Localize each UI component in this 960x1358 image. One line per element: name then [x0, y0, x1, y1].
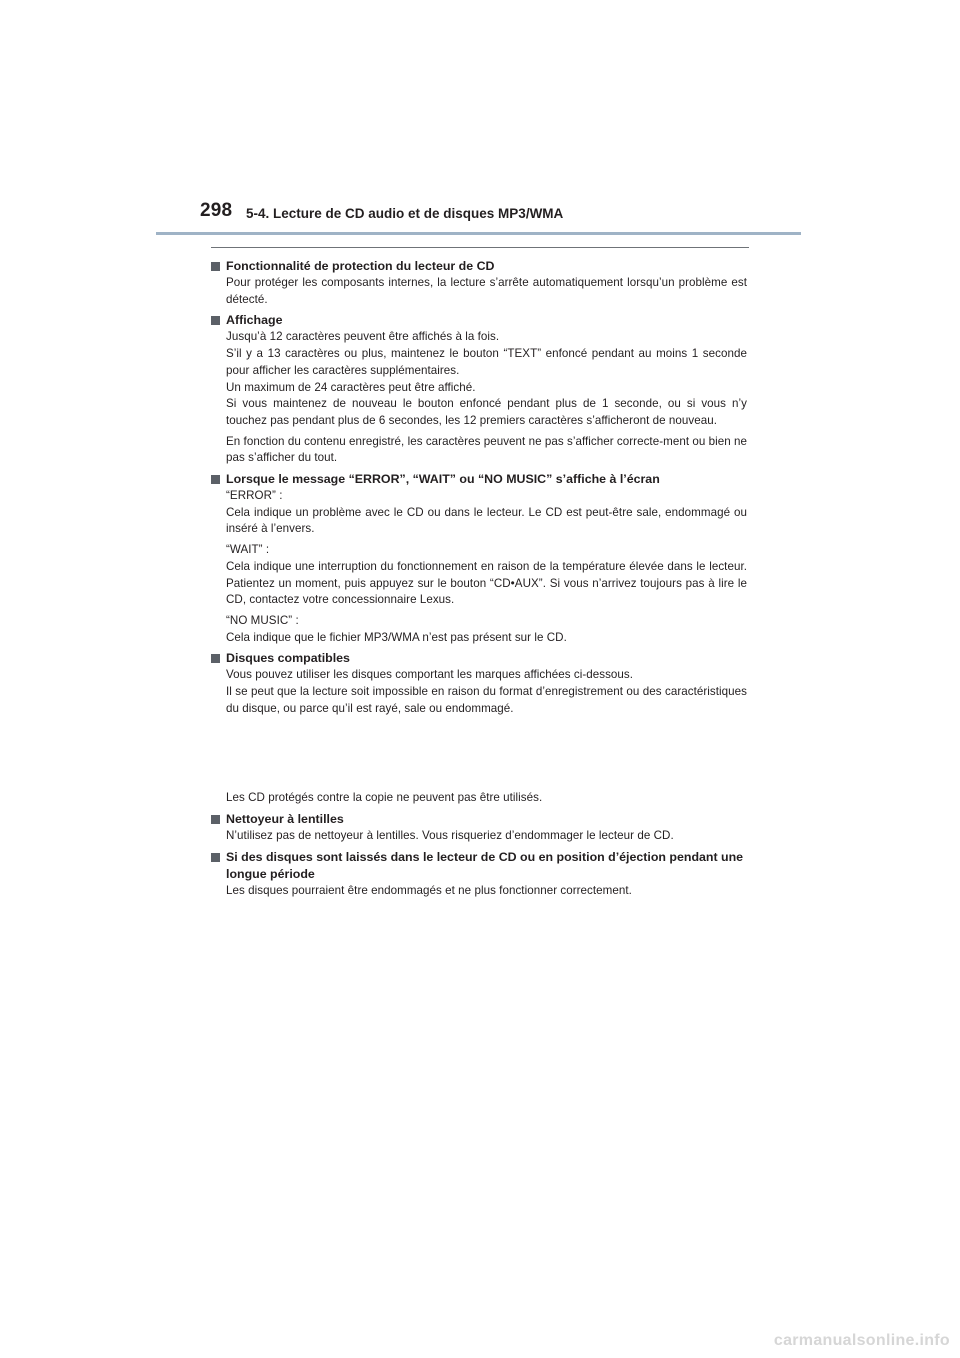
- header-rule: [156, 232, 801, 235]
- paragraph: En fonction du contenu enregistré, les caractères peuvent ne pas s’afficher correcte-ment ou bien ne pas s’afficher du tout.: [226, 434, 748, 465]
- item-ejection: [209, 849, 747, 900]
- square-bullet-icon: [211, 475, 220, 484]
- message-description: Cela indique un problème avec le CD ou dans le lecteur. Le CD est peut-être sale, endommagé ou inséré à l’envers.: [226, 505, 747, 536]
- paragraph-line: S’il y a 13 caractères ou plus, maintenez le bouton “TEXT” enfoncé pendant au moins 1 seconde pour afficher les caractères supplémentaires.: [226, 347, 747, 377]
- message-description: Cela indique que le fichier MP3/WMA n’est pas présent sur le CD.: [226, 630, 567, 644]
- paragraph: Les disques pourraient être endommagés et ne plus fonctionner correctement.: [226, 883, 632, 897]
- square-bullet-icon: [211, 815, 220, 824]
- item-messages: [209, 471, 747, 646]
- section-divider: [211, 247, 749, 248]
- message-label: “WAIT” :: [226, 543, 270, 557]
- square-bullet-icon: [211, 316, 220, 325]
- message-description: Cela indique une interruption du fonctionnement en raison de la température élevée dans le lecteur. Patientez un moment, puis appuyez sur le bouton “CD•AUX”. Si vous n’arrivez toujours pas à lire le CD, contactez votre concessionnaire Lexus.: [226, 559, 747, 607]
- paragraph-line: Un maximum de 24 caractères peut être affiché.: [226, 380, 476, 394]
- paragraph: N’utilisez pas de nettoyeur à lentilles. Vous risqueriez d’endommager le lecteur de CD.: [226, 829, 674, 843]
- item-protection: [209, 258, 747, 308]
- item-nettoyeur: [209, 811, 747, 845]
- footer: [0, 1318, 960, 1358]
- message-label: “ERROR” :: [226, 489, 283, 503]
- item-heading: Lorsque le message “ERROR”, “WAIT” ou “NO MUSIC” s’affiche à l’écran: [226, 472, 660, 487]
- item-affichage: [209, 312, 747, 467]
- item-heading: Fonctionnalité de protection du lecteur de CD: [226, 259, 495, 273]
- paragraph-line: Si vous maintenez de nouveau le bouton enfoncé pendant plus de 1 seconde, ou si vous n’y touchez pas pendant plus de 6 secondes, les 12 premiers caractères s’afficheront de nouveau.: [226, 397, 747, 427]
- item-heading: Affichage: [226, 313, 283, 328]
- page-header: [0, 0, 960, 240]
- paragraph-line: Jusqu’à 12 caractères peuvent être affichés à la fois.: [226, 330, 500, 344]
- paragraph: Les CD protégés contre la copie ne peuvent pas être utilisés.: [226, 791, 543, 805]
- disc-marks-area: [226, 721, 747, 790]
- square-bullet-icon: [211, 262, 220, 271]
- square-bullet-icon: [211, 654, 220, 663]
- item-compatibles: [209, 650, 747, 807]
- message-label: “NO MUSIC” :: [226, 613, 299, 627]
- page-content: [209, 258, 747, 904]
- section-title: 5-4. Lecture de CD audio et de disques MP3/WMA: [246, 206, 564, 221]
- paragraph-line: Il se peut que la lecture soit impossible en raison du format d’enregistrement ou des caractéristiques du disque, ou parce qu’il est rayé, sale ou endommagé.: [226, 685, 747, 715]
- page-number: 298: [200, 200, 233, 221]
- item-heading: Nettoyeur à lentilles: [226, 812, 344, 827]
- paragraph-line: Vous pouvez utiliser les disques comportant les marques affichées ci-dessous.: [226, 668, 634, 682]
- watermark[interactable]: carmanualsonline.info: [773, 1332, 950, 1349]
- item-heading: Si des disques sont laissés dans le lecteur de CD ou en position d’éjection pendant une longue période: [226, 849, 744, 881]
- item-heading: Disques compatibles: [226, 651, 350, 666]
- paragraph: Pour protéger les composants internes, la lecture s’arrête automatiquement lorsqu’un problème est détecté.: [226, 276, 747, 306]
- square-bullet-icon: [211, 853, 220, 862]
